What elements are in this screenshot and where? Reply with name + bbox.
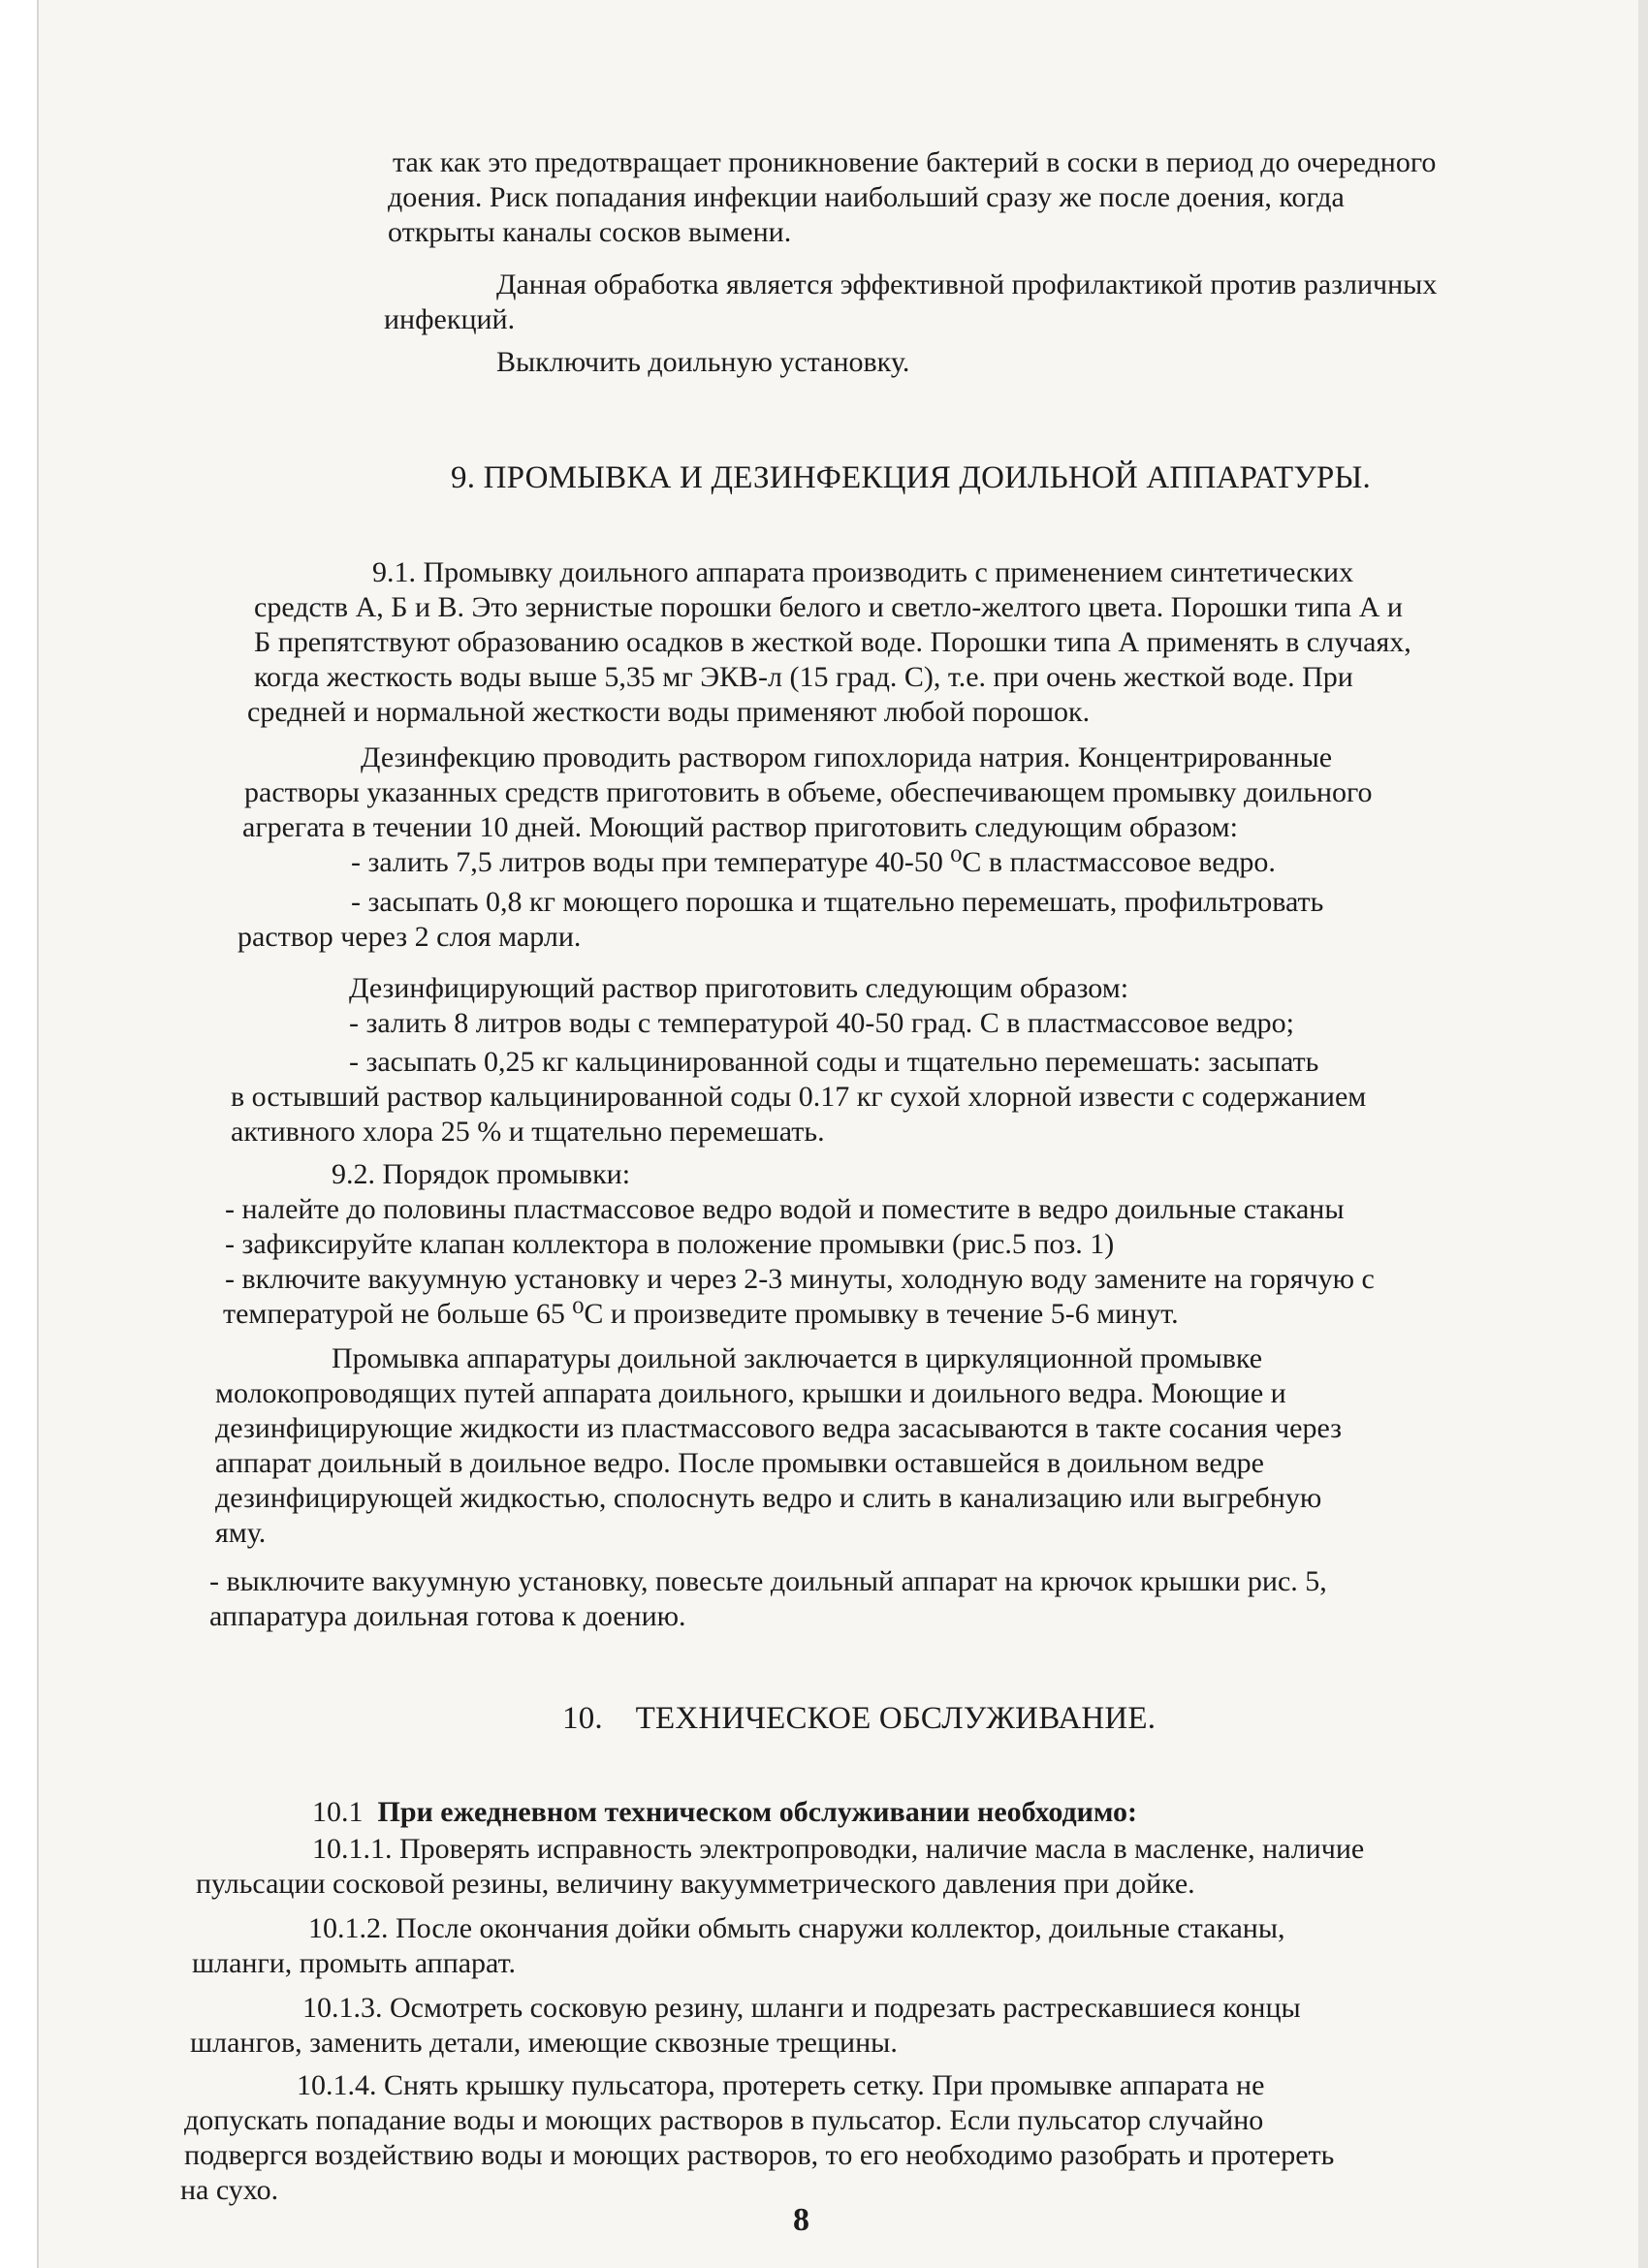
body-line: растворы указанных средств приготовить в объеме, обеспечивающем промывку доильного [244, 776, 1373, 808]
body-line: 9.2. Порядок промывки: [332, 1158, 631, 1190]
body-line: молокопроводящих путей аппарата доильного, крышки и доильного ведра. Моющие и [215, 1377, 1286, 1409]
body-line: Промывка аппаратуры доильной заключается в циркуляционной промывке [332, 1342, 1263, 1374]
section-9-heading: 9. ПРОМЫВКА И ДЕЗИНФЕКЦИЯ ДОИЛЬНОЙ АППАРАТУРЫ. [451, 460, 1371, 495]
body-line: - включите вакуумную установку и через 2-3 минуты, холодную воду замените на горячую с [225, 1263, 1375, 1295]
page-number: 8 [793, 2202, 809, 2238]
body-line: на сухо. [180, 2174, 279, 2206]
body-line: аппарат доильный в доильное ведро. После промывки оставшейся в доильном ведре [215, 1447, 1264, 1479]
body-line: в остывший раствор кальцинированной соды 0.17 кг сухой хлорной извести с содержанием [231, 1081, 1367, 1113]
body-line: когда жесткость воды выше 5,35 мг ЭКВ-л (15 град. С), т.е. при очень жесткой воде. При [254, 661, 1353, 693]
body-line: подвергся воздействию воды и моющих растворов, то его необходимо разобрать и протереть [184, 2139, 1335, 2171]
body-line: Данная обработка является эффективной профилактикой против различных [496, 268, 1438, 300]
body-line: яму. [215, 1517, 267, 1549]
body-line: - налейте до половины пластмассовое ведро водой и поместите в ведро доильные стаканы [225, 1193, 1345, 1225]
body-line: - залить 8 литров воды с температурой 40-50 град. С в пластмассовое ведро; [349, 1007, 1295, 1039]
body-line: 10.1.4. Снять крышку пульсатора, протереть сетку. При промывке аппарата не [297, 2069, 1265, 2101]
body-line: - залить 7,5 литров воды при температуре 40-50 ⁰С в пластмассовое ведро. [351, 846, 1276, 878]
body-line: 10.1.3. Осмотреть сосковую резину, шланги и подрезать растрескавшиеся концы [302, 1992, 1301, 2024]
body-line: - засыпать 0,25 кг кальцинированной соды и тщательно перемешать: засыпать [349, 1046, 1319, 1078]
body-line: - засыпать 0,8 кг моющего порошка и тщательно перемешать, профильтровать [351, 886, 1324, 918]
body-line: дезинфицирующей жидкостью, сполоснуть ведро и слить в канализацию или выгребную [215, 1482, 1322, 1514]
body-line: температурой не больше 65 ⁰С и произведите промывку в течение 5-6 минут. [223, 1298, 1179, 1330]
body-line: инфекций. [384, 303, 516, 335]
body-line: шлангов, заменить детали, имеющие сквозные трещины. [190, 2027, 898, 2059]
body-line: раствор через 2 слоя марли. [238, 921, 582, 953]
body-line: допускать попадание воды и моющих растворов в пульсатор. Если пульсатор случайно [184, 2104, 1264, 2136]
body-line: средней и нормальной жесткости воды применяют любой порошок. [247, 696, 1091, 728]
body-line: Дезинфекцию проводить раствором гипохлорида натрия. Концентрированные [361, 741, 1333, 773]
body-line: Выключить доильную установку. [496, 346, 910, 378]
subsection-heading [312, 1795, 1137, 1830]
body-line: дезинфицирующие жидкости из пластмассового ведра засасываются в такте сосания через [215, 1412, 1343, 1444]
body-line: Дезинфицирующий раствор приготовить следующим образом: [349, 972, 1129, 1004]
body-line: пульсации сосковой резины, величину вакуумметрического давления при дойке. [196, 1868, 1195, 1900]
body-line: так как это предотвращает проникновение бактерий в соски в период до очередного [393, 146, 1437, 178]
section-10-heading: 10. ТЕХНИЧЕСКОЕ ОБСЛУЖИВАНИЕ. [562, 1701, 1157, 1736]
body-line: - зафиксируйте клапан коллектора в положение промывки (рис.5 поз. 1) [225, 1228, 1115, 1260]
body-line: активного хлора 25 % и тщательно перемешать. [231, 1116, 825, 1148]
body-line: 10.1.2. После окончания дойки обмыть снаружи коллектор, доильные стаканы, [308, 1912, 1285, 1944]
body-line: Б препятствуют образованию осадков в жесткой воде. Порошки типа А применять в случаях, [254, 626, 1411, 658]
body-line: аппаратура доильная готова к доению. [209, 1600, 686, 1632]
body-line: - выключите вакуумную установку, повесьте доильный аппарат на крючок крышки рис. 5, [209, 1565, 1327, 1597]
body-line: 10.1.1. Проверять исправность электропроводки, наличие масла в масленке, наличие [312, 1833, 1365, 1865]
body-line: открыты каналы сосков вымени. [388, 216, 792, 248]
body-line: 9.1. Промывку доильного аппарата производить с применением синтетических [372, 556, 1354, 588]
body-line: шланги, промыть аппарат. [192, 1947, 516, 1979]
subsection-number: 10.1 [312, 1796, 378, 1828]
subsection-title: При ежедневном техническом обслуживании необходимо: [377, 1796, 1138, 1828]
body-line: средств А, Б и В. Это зернистые порошки белого и светло-желтого цвета. Порошки типа А и [254, 591, 1403, 623]
body-line: агрегата в течении 10 дней. Моющий раствор приготовить следующим образом: [242, 811, 1238, 843]
body-line: доения. Риск попадания инфекции наибольший сразу же после доения, когда [388, 181, 1345, 213]
